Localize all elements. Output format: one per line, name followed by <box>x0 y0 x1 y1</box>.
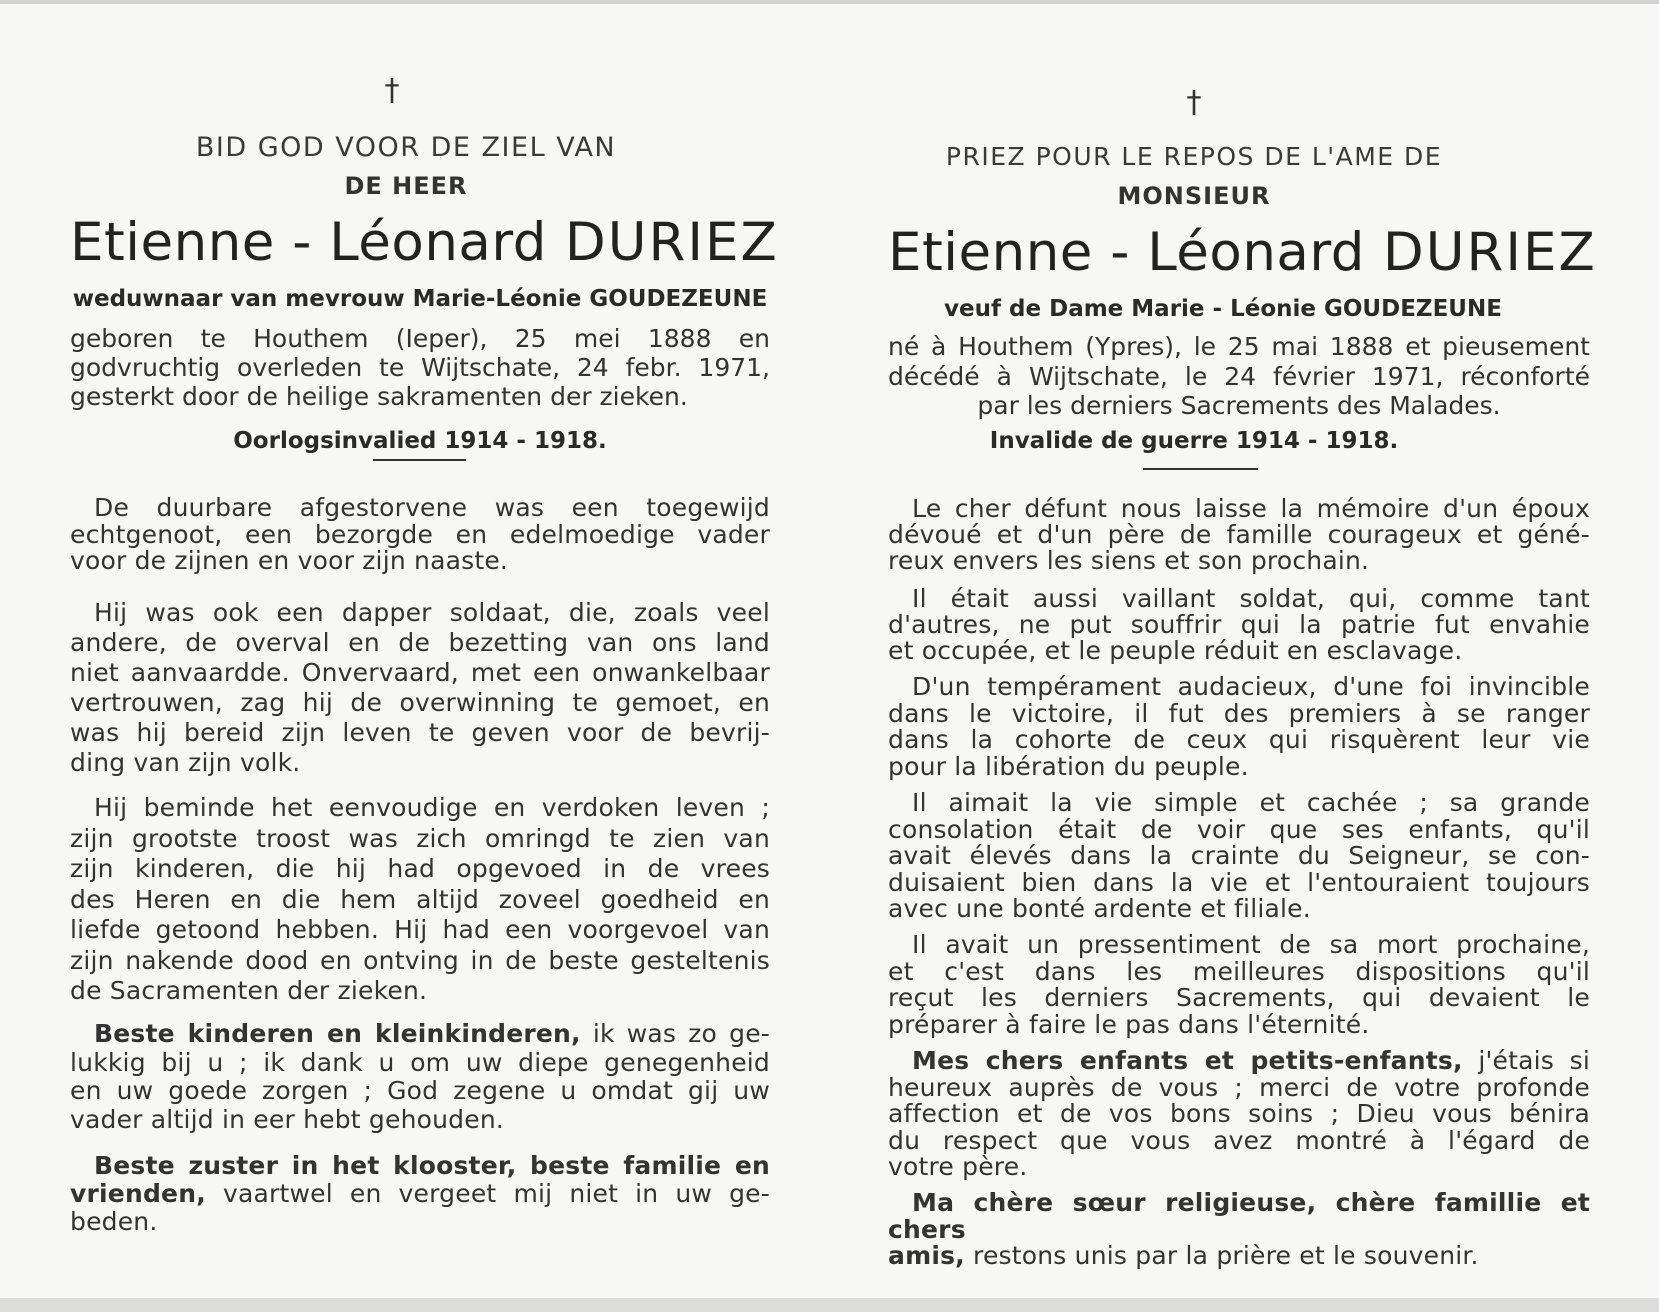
bottom-edge <box>0 1298 1659 1312</box>
spouse-line: veuf de Dame Marie - Léonie GOUDEZEUNE <box>944 296 1502 322</box>
bio-line: gesterkt door de heilige sakramenten der zieken. <box>70 382 688 411</box>
salutation: Beste kinderen en kleinkinderen, <box>94 1019 581 1048</box>
text-span: ik was zo ge- <box>592 1019 770 1048</box>
text-line: dévoué et d'un père de famille courageux et géné- <box>888 520 1590 549</box>
paragraph-3 <box>888 674 1590 780</box>
paragraph-5 <box>70 1152 770 1236</box>
text-line: pour la libération du peuple. <box>888 751 1249 781</box>
deceased-name <box>70 212 779 273</box>
paragraph-5 <box>888 932 1590 1038</box>
paragraph-7 <box>888 1190 1590 1270</box>
paragraph-1 <box>70 495 770 575</box>
paragraph-2 <box>70 598 770 778</box>
divider <box>1143 468 1258 470</box>
paragraph-4 <box>70 1020 770 1134</box>
text-line: des Heren en die hem altijd zoveel goedheid en <box>70 884 770 914</box>
text-span: vaartwel en vergeet mij niet in uw ge- <box>222 1179 770 1208</box>
war-invalid-line: Invalide de guerre 1914 - 1918. <box>989 428 1399 454</box>
cross-icon: † <box>384 73 400 108</box>
text-line: Il aimait la vie simple et cachée ; sa grande <box>912 788 1590 817</box>
text-line: et occupée, et le peuple réduit en esclavage. <box>888 636 1463 665</box>
text-line: Hij was ook een dapper soldaat, die, zoals veel <box>94 598 770 627</box>
text-line: Il était aussi vaillant soldat, qui, comme tant <box>912 584 1590 613</box>
text-line: de Sacramenten der zieken. <box>70 976 428 1005</box>
text-span: j'étais si <box>1478 1046 1591 1075</box>
text-line: niet aanvaardde. Onvervaard, met een onwankelbaar <box>70 658 770 687</box>
text-line: vader altijd in eer hebt gehouden. <box>70 1104 505 1134</box>
paragraph-1 <box>888 496 1590 574</box>
biography <box>70 324 770 411</box>
text-line: duisaient bien dans la vie et l'entouraient toujours <box>888 867 1590 897</box>
honorific: DE HEER <box>344 172 468 200</box>
honorific: MONSIEUR <box>1117 182 1271 210</box>
bio-line: godvruchtig overleden te Wijtschate, 24 febr. 1971, <box>70 353 770 382</box>
paragraph-4 <box>888 790 1590 923</box>
text-line: was hij bereid zijn leven te geven voor de bevrij- <box>70 718 770 747</box>
text-line: D'un tempérament audacieux, d'une foi invincible <box>912 672 1590 701</box>
text-line: préparer à faire le pas dans l'éternité. <box>888 1009 1370 1039</box>
text-line: zijn kinderen, die hij had opgevoed in de vrees <box>70 854 770 883</box>
prayer-heading: BID GOD VOOR DE ZIEL VAN <box>195 132 617 163</box>
paragraph-2 <box>888 586 1590 664</box>
bio-line: par les derniers Sacrements des Malades. <box>977 391 1501 420</box>
text-line: beden. <box>70 1207 158 1236</box>
text-line: voor de zijnen en voor zijn naaste. <box>70 546 509 575</box>
text-line: reçut les derniers Sacrements, qui devaient le <box>888 983 1590 1012</box>
cross-icon: † <box>1186 85 1202 120</box>
salutation: vrienden, <box>70 1179 206 1208</box>
bio-line: geboren te Houthem (Ieper), 25 mei 1888 en <box>70 324 770 353</box>
text-line: ding van zijn volk. <box>70 748 301 777</box>
text-line: avait élevés dans la crainte du Seigneur, se con- <box>888 841 1590 870</box>
text-line <box>70 1180 770 1208</box>
text-line: lukkig bij u ; ik dank u om uw diepe genegenheid <box>70 1047 770 1077</box>
first-name: Etienne - Léonard <box>70 212 547 273</box>
salutation: amis, <box>888 1241 965 1270</box>
text-line <box>70 1152 770 1180</box>
text-line: consolation était de voir que ses enfants, qu'il <box>888 814 1590 844</box>
text-span: restons unis par la prière et le souvenir. <box>973 1241 1479 1270</box>
spouse-line: weduwnaar van mevrouw Marie-Léonie GOUDEZEUNE <box>72 286 768 312</box>
text-line: dans la cohorte de ceux qui risquèrent leur vie <box>888 725 1590 754</box>
bio-line: décédé à Wijtschate, le 24 février 1971, réconforté <box>888 361 1590 391</box>
war-invalid-line: Oorlogsinvalied 1914 - 1918. <box>233 428 607 454</box>
salutation: Beste zuster in het klooster, beste familie en <box>94 1151 770 1180</box>
text-line: Il avait un pressentiment de sa mort prochaine, <box>912 930 1590 959</box>
text-line <box>70 1020 770 1049</box>
last-name: DURIEZ <box>564 212 779 273</box>
text-line <box>888 1190 1590 1243</box>
text-line: et c'est dans les meilleures dispositions qu'il <box>888 956 1590 986</box>
text-line: du respect que vous avez montré à l'égard de <box>888 1125 1590 1155</box>
bio-line: né à Houthem (Ypres), le 25 mai 1888 et pieusement <box>888 332 1590 361</box>
paragraph-3 <box>70 793 770 1007</box>
paragraph-6 <box>888 1048 1590 1181</box>
text-line: affection et de vos bons soins ; Dieu vous bénira <box>888 1099 1590 1128</box>
prayer-heading: PRIEZ POUR LE REPOS DE L'AME DE <box>945 142 1443 171</box>
last-name: DURIEZ <box>1382 222 1597 283</box>
text-line: zijn grootste troost was zich omringd te zien van <box>70 823 770 853</box>
salutation: Ma chère sœur religieuse, chère famillie et chers <box>888 1188 1590 1244</box>
french-column <box>888 0 1597 1312</box>
text-line: heureux auprès de vous ; merci de votre profonde <box>888 1072 1590 1102</box>
salutation: Mes chers enfants et petits-enfants, <box>912 1046 1463 1075</box>
first-name: Etienne - Léonard <box>888 222 1365 283</box>
text-line: andere, de overval en de bezetting van ons land <box>70 628 770 657</box>
text-line: liefde getoond hebben. Hij had een voorgevoel van <box>70 915 770 944</box>
text-line: reux envers les siens et son prochain. <box>888 546 1370 575</box>
divider <box>373 459 466 461</box>
dutch-column <box>70 0 779 1312</box>
biography <box>888 332 1590 421</box>
text-line: Hij beminde het eenvoudige en verdoken leven ; <box>94 793 770 822</box>
text-line <box>888 1048 1590 1075</box>
text-line: De duurbare afgestorvene was een toegewijd <box>94 493 770 522</box>
deceased-name <box>888 222 1597 283</box>
text-line: votre père. <box>888 1152 1028 1181</box>
text-line: echtgenoot, een bezorgde en edelmoedige vader <box>70 519 770 549</box>
text-line: d'autres, ne put souffrir qui la patrie fut envahie <box>888 610 1590 639</box>
text-line: zijn nakende dood en ontving in de beste gesteltenis <box>70 945 770 975</box>
text-line: dans le victoire, il fut des premiers à se ranger <box>888 698 1590 728</box>
text-line: vertrouwen, zag hij de overwinning te gemoet, en <box>70 688 770 717</box>
text-line <box>888 1243 1590 1270</box>
text-line: avec une bonté ardente et filiale. <box>888 894 1311 923</box>
text-line: en uw goede zorgen ; God zegene u omdat gij uw <box>70 1076 770 1105</box>
text-line: Le cher défunt nous laisse la mémoire d'un époux <box>912 494 1590 523</box>
